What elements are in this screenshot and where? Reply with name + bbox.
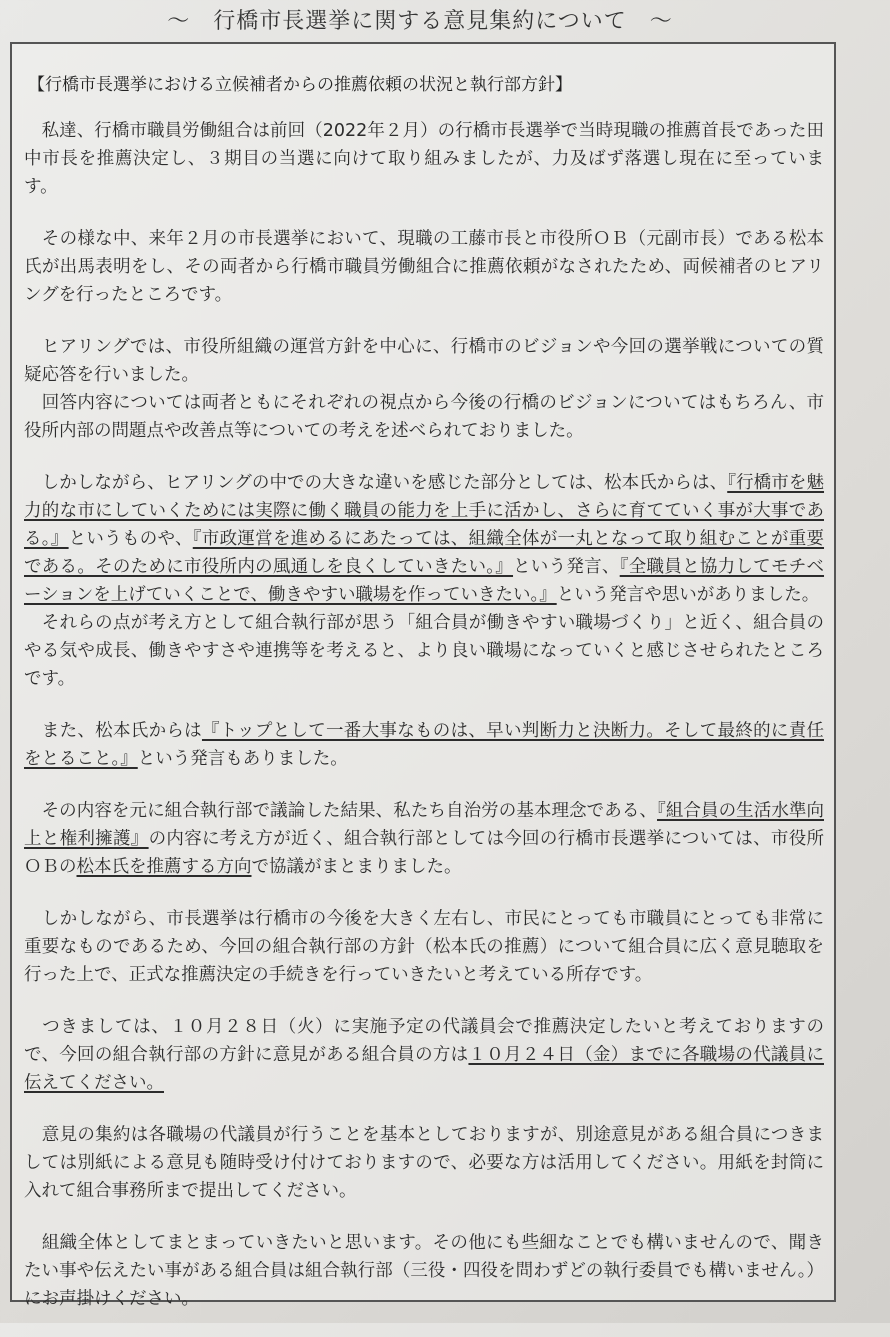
paragraph-4: しかしながら、ヒアリングの中での大きな違いを感じた部分としては、松本氏からは、『行橋市を魅力的な市にしていくためには実際に働く職員の能力を上手に活かし、さらに育てていく事が大事である。』というものや、『市政運営を進めるにあたっては、組織全体が一丸となって取り組むことが重要である。そのために市役所内の風通しを良くしていきたい。』という発言、『全職員と協力してモチベーションを上げていくことで、働きやすい職場を作っていきたい。』という発言や思いがありました。 [24, 473, 825, 605]
page-title: ～ 行橋市長選挙に関する意見集約について ～ [167, 9, 673, 34]
deadline-underlined: １０月２４日（金）までに各職場の代議員に伝えてください。 [24, 1045, 824, 1093]
paragraph-7: その内容を元に組合執行部で議論した結果、私たち自治労の基本理念である、『組合員の生活水準向上と権利擁護』の内容に考え方が近く、組合執行部としては今回の行橋市長選挙については、市役所ＯＢの松本氏を推薦する方向で協議がまとまりました。 [24, 801, 824, 877]
paragraph-1: 私達、行橋市職員労働組合は前回（2022年２月）の行橋市長選挙で当時現職の推薦首長であった田中市長を推薦決定し、３期目の当選に向けて取り組みましたが、力及ばず落選し現在に至っています。 [24, 121, 824, 197]
paragraph-2: その様な中、来年２月の市長選挙において、現職の工藤市長と市役所ＯＢ（元副市長）である松本氏が出馬表明をし、その両者から行橋市職員労働組合に推薦依頼がなされたため、両候補者のヒアリングを行ったところです。 [24, 229, 824, 305]
paragraph-6: また、松本氏からは『トップとして一番大事なものは、早い判断力と決断力。そして最終的に責任をとること。』という発言もありました。 [24, 721, 824, 769]
paragraph-3b: 回答内容については両者ともにそれぞれの視点から今後の行橋のビジョンについてはもちろん、市役所内部の問題点や改善点等についての考えを述べられておりました。 [24, 393, 824, 441]
quote-underlined: 『市政運営を進めるにあたっては、組織全体が一丸となって取り組むことが重要である。そのために市役所内の風通しを良くしていきたい。』 [24, 529, 825, 577]
section-title: 【行橋市長選挙における立候補者からの推薦依頼の状況と執行部方針】 [28, 75, 572, 95]
quote-underlined: 『組合員の生活水準向上と権利擁護』 [24, 801, 824, 849]
paragraph-10: 意見の集約は各職場の代議員が行うことを基本としておりますが、別途意見がある組合員につきましては別紙による意見も随時受け付けておりますので、必要な方は活用してください。用紙を封筒に入れて組合事務所まで提出してください。 [24, 1125, 824, 1201]
quote-underlined: 松本氏を推薦する方向 [76, 857, 252, 877]
paragraph-11: 組織全体としてまとまっていきたいと思います。その他にも些細なことでも構いませんので、聞きたい事や伝えたい事がある組合員は組合執行部（三役・四役を問わずどの執行委員でも構いません。）にお声掛けください。 [24, 1233, 824, 1309]
paragraph-8: しかしながら、市長選挙は行橋市の今後を大きく左右し、市民にとっても市職員にとっても非常に重要なものであるため、今回の組合執行部の方針（松本氏の推薦）について組合員に広く意見聴取を行った上で、正式な推薦決定の手続きを行っていきたいと考えている所存です。 [24, 909, 824, 985]
quote-underlined: 『全職員と協力してモチベーションを上げていくことで、働きやすい職場を作っていきたい。』 [24, 557, 825, 605]
paragraph-9: つきましては、１０月２８日（火）に実施予定の代議員会で推薦決定したいと考えておりますので、今回の組合執行部の方針に意見がある組合員の方は１０月２４日（金）までに各職場の代議員に伝えてください。 [24, 1017, 824, 1093]
quote-underlined: 『トップとして一番大事なものは、早い判断力と決断力。そして最終的に責任をとること。』 [24, 721, 824, 769]
paragraph-3a: ヒアリングでは、市役所組織の運営方針を中心に、行橋市のビジョンや今回の選挙戦についての質疑応答を行いました。 [24, 337, 824, 385]
document-body [24, 60, 824, 1337]
quote-underlined: 『行橋市を魅力的な市にしていくためには実際に働く職員の能力を上手に活かし、さらに育てていく事が大事である。』 [24, 473, 825, 549]
paragraph-5: それらの点が考え方として組合執行部が思う「組合員が働きやすい職場づくり」と近く、組合員のやる気や成長、働きやすさや連携等を考えると、より良い職場になっていくと感じさせられたところです。 [24, 613, 824, 689]
